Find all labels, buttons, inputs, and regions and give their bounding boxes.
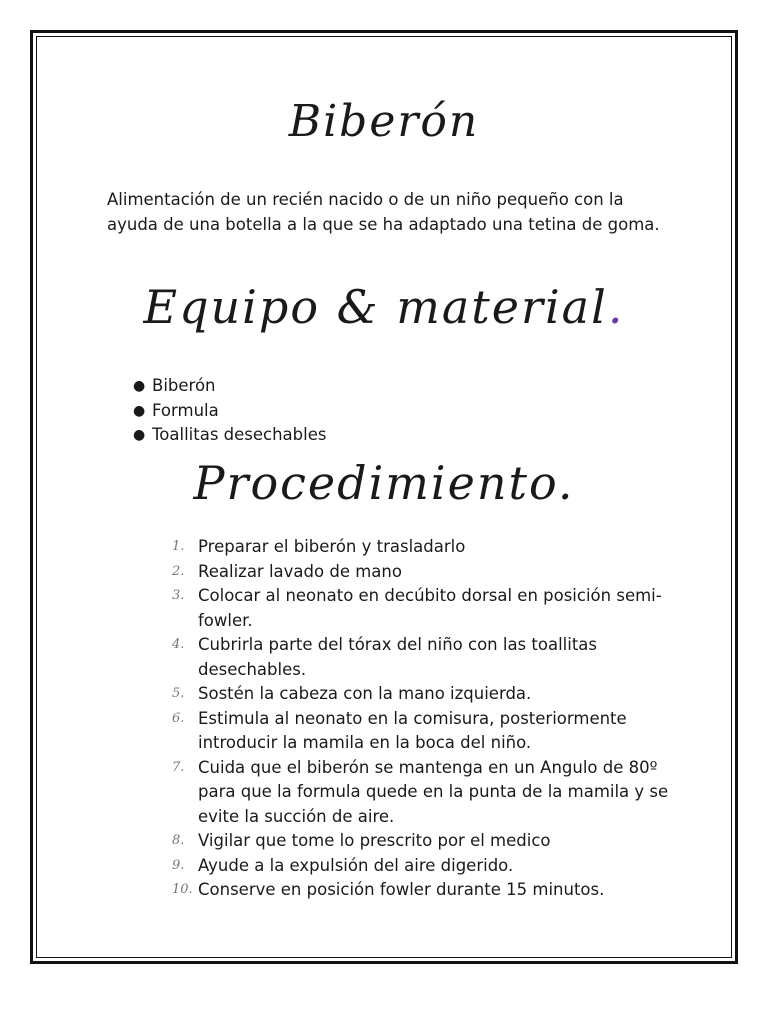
list-item bbox=[110, 423, 326, 448]
step-number: 10. bbox=[172, 882, 193, 897]
material-label: Toallitas desechables bbox=[152, 425, 327, 444]
step-number: 4. bbox=[172, 637, 185, 652]
list-item bbox=[172, 535, 672, 560]
procedure-steps bbox=[172, 535, 672, 903]
step-text: Cuida que el biberón se mantenga en un Angulo de 80º para que la formula quede en la punta de la mamila y se evite la succión de aire. bbox=[198, 757, 669, 826]
step-number: 8. bbox=[172, 833, 185, 848]
step-number: 3. bbox=[172, 588, 185, 603]
step-text: Ayude a la expulsión del aire digerido. bbox=[198, 855, 514, 875]
materials-list bbox=[110, 374, 326, 448]
step-text: Sostén la cabeza con la mano izquierda. bbox=[198, 684, 532, 703]
title-equipo-dot: . bbox=[607, 280, 625, 334]
material-label: Biberón bbox=[152, 376, 216, 395]
step-text: Estimula al neonato en la comisura, posteriormente introducir la mamila en la boca del niño. bbox=[198, 708, 627, 752]
list-item bbox=[172, 854, 672, 879]
step-number: 6. bbox=[172, 710, 185, 726]
title-biberon: Biberón bbox=[288, 96, 480, 147]
step-text: Conserve en posición fowler durante 15 minutos. bbox=[198, 880, 605, 899]
list-item bbox=[172, 584, 672, 633]
step-number: 1. bbox=[172, 539, 185, 554]
step-number: 5. bbox=[172, 686, 185, 701]
list-item bbox=[172, 633, 672, 682]
list-item bbox=[172, 829, 672, 854]
step-text: Colocar al neonato en decúbito dorsal en posición semi-fowler. bbox=[198, 586, 662, 630]
list-item bbox=[110, 399, 326, 424]
bullet-icon: ● bbox=[133, 402, 146, 419]
step-text: Preparar el biberón y trasladarlo bbox=[198, 537, 466, 556]
bullet-icon: ● bbox=[133, 427, 146, 443]
step-number: 7. bbox=[172, 759, 185, 775]
bullet-icon: ● bbox=[133, 378, 146, 394]
step-text: Vigilar que tome lo prescrito por el medico bbox=[198, 831, 551, 850]
material-label: Formula bbox=[152, 400, 219, 420]
title-procedimiento: Procedimiento. bbox=[193, 456, 575, 510]
step-text: Cubrirla parte del tórax del niño con las toallitas desechables. bbox=[198, 635, 598, 679]
title-equipo-text: Equipo & material bbox=[143, 280, 608, 334]
list-item bbox=[172, 707, 672, 756]
list-item bbox=[172, 560, 672, 585]
list-item bbox=[172, 878, 672, 903]
list-item bbox=[172, 682, 672, 707]
step-number: 9. bbox=[172, 857, 185, 873]
intro-paragraph: Alimentación de un recién nacido o de un niño pequeño con la ayuda de una botella a la que se ha adaptado una tetina de goma. bbox=[107, 190, 660, 234]
step-number: 2. bbox=[172, 563, 185, 579]
step-text: Realizar lavado de mano bbox=[198, 561, 402, 581]
title-equipo-material bbox=[0, 280, 768, 334]
list-item bbox=[172, 756, 672, 830]
list-item bbox=[110, 374, 326, 399]
